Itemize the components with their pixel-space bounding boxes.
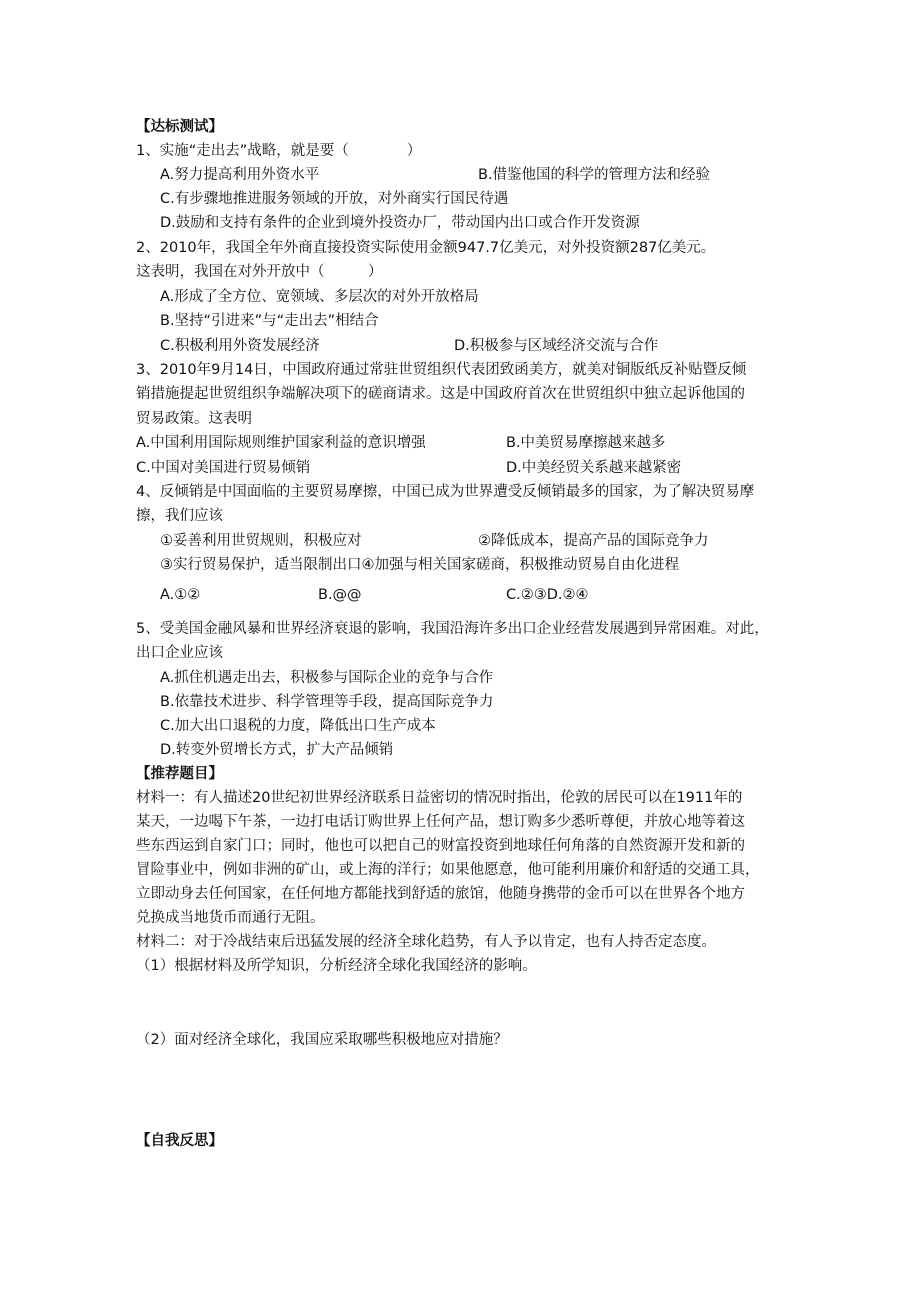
material-2: 材料二：对于冷战结束后迅猛发展的经济全球化趋势，有人予以肯定，也有人持否定态度。 bbox=[136, 934, 716, 950]
q2-option-a: A.形成了全方位、宽领域、多层次的对外开放格局 bbox=[160, 289, 479, 305]
q2-option-b: B.坚持“引进来”与“走出去”相结合 bbox=[160, 313, 379, 329]
q5-option-b: B.依靠技术进步、科学管理等手段，提高国际竞争力 bbox=[160, 694, 494, 710]
q5-option-a: A.抓住机遇走出去，积极参与国际企业的竞争与合作 bbox=[160, 670, 494, 686]
material-question-1: （1）根据材料及所学知识，分析经济全球化我国经济的影响。 bbox=[136, 958, 537, 974]
q1-option-a: A.努力提高利用外资水平 bbox=[160, 167, 320, 183]
material-1-line3: 些东西运到自家门口；同时，他也可以把自己的财富投资到地球任何角落的自然资源开发和新的 bbox=[136, 838, 745, 854]
material-question-2: （2）面对经济全球化，我国应采取哪些积极地应对措施？ bbox=[136, 1032, 508, 1048]
material-1-line5: 立即动身去任何国家，在任何地方都能找到舒适的旅馆，他随身携带的金币可以在世界各个地方 bbox=[136, 886, 745, 902]
q2-stem-line1: 2、2010年，我国全年外商直接投资实际使用金额947.7亿美元，对外投资额287亿美元。 bbox=[136, 240, 716, 256]
q3-stem-line2: 销措施提起世贸组织争端解决项下的磋商请求。这是中国政府首次在世贸组织中独立起诉他国的 bbox=[136, 386, 745, 402]
recommend-heading: 【推荐题目】 bbox=[136, 766, 223, 782]
q4-stem-line2: 擦，我们应该 bbox=[136, 508, 223, 524]
reflection-heading: 【自我反思】 bbox=[136, 1133, 223, 1149]
q1-option-c: C.有步骤地推进服务领域的开放，对外商实行国民待遇 bbox=[160, 191, 509, 207]
q5-option-d: D.转变外贸增长方式，扩大产品倾销 bbox=[160, 742, 394, 758]
q4-item-2: ②降低成本，提高产品的国际竞争力 bbox=[478, 533, 709, 549]
q1-option-d: D.鼓励和支持有条件的企业到境外投资办厂，带动国内出口或合作开发资源 bbox=[160, 215, 640, 231]
q5-stem-line1: 5、受美国金融风暴和世界经济衰退的影响，我国沿海许多出口企业经营发展遇到异常困难。对此， bbox=[136, 621, 769, 637]
q5-option-c: C.加大出口退税的力度，降低出口生产成本 bbox=[160, 718, 436, 734]
q1-stem: 1、实施“走出去”战略，就是要（ ） bbox=[136, 143, 422, 159]
q2-option-c: C.积极利用外资发展经济 bbox=[160, 338, 320, 354]
q3-option-d: D.中美经贸关系越来越紧密 bbox=[506, 460, 682, 476]
q3-option-b: B.中美贸易摩擦越来越多 bbox=[506, 435, 666, 451]
material-1-line4: 冒险事业中，例如非洲的矿山，或上海的洋行；如果他愿意，他可能利用廉价和舒适的交通工具， bbox=[136, 862, 760, 878]
q1-option-b: B.借鉴他国的科学的管理方法和经验 bbox=[478, 167, 711, 183]
q2-option-d: D.积极参与区域经济交流与合作 bbox=[454, 338, 659, 354]
q3-option-a: A.中国利用国际规则维护国家利益的意识增强 bbox=[136, 435, 426, 451]
q2-stem-line2: 这表明，我国在对外开放中（ ） bbox=[136, 264, 383, 280]
q4-stem-line1: 4、反倾销是中国面临的主要贸易摩擦，中国已成为世界遭受反倾销最多的国家，为了解决贸易摩 bbox=[136, 484, 755, 500]
material-1-line1: 材料一：有人描述20世纪初世界经济联系日益密切的情况时指出，伦敦的居民可以在1911年的 bbox=[136, 790, 743, 806]
q3-stem-line3: 贸易政策。这表明 bbox=[136, 411, 252, 427]
test-heading: 【达标测试】 bbox=[136, 119, 223, 135]
material-1-line2: 某天，一边喝下午茶，一边打电话订购世界上任何产品，想订购多少悉听尊便，并放心地等着这 bbox=[136, 814, 745, 830]
q3-stem-line1: 3、2010年9月14日，中国政府通过常驻世贸组织代表团致函美方，就美对铜版纸反补贴暨反倾 bbox=[136, 362, 747, 378]
q3-option-c: C.中国对美国进行贸易倾销 bbox=[136, 460, 311, 476]
material-1-line6: 兑换成当地货币而通行无阻。 bbox=[136, 910, 325, 926]
q4-option-a: A.①② bbox=[160, 587, 201, 603]
q5-stem-line2: 出口企业应该 bbox=[136, 645, 223, 661]
q4-item-1: ①妥善利用世贸规则，积极应对 bbox=[160, 533, 362, 549]
q4-option-b: B.@@ bbox=[318, 587, 362, 603]
q4-option-cd: C.②③D.②④ bbox=[506, 587, 589, 603]
q4-item-3-4: ③实行贸易保护，适当限制出口④加强与相关国家磋商，积极推动贸易自由化进程 bbox=[160, 557, 679, 573]
